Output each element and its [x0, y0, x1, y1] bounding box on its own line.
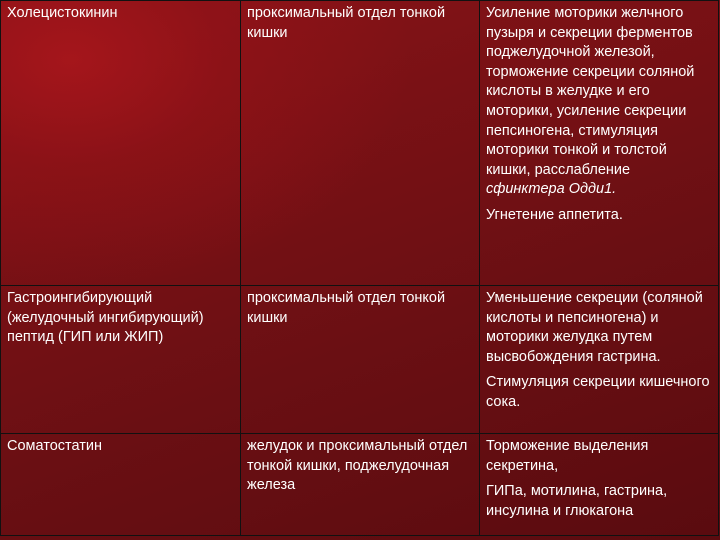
- site-cell: [241, 1, 480, 286]
- effect-italic: сфинктера Одди1.: [486, 181, 617, 198]
- effect-main: Торможение выделения секретина,: [486, 438, 649, 474]
- hormone-name: Гастроингибирующий (желудочный ингибирующий) пептид (ГИП или ЖИП): [7, 290, 204, 346]
- site-cell: [241, 434, 480, 536]
- effect-cell: [480, 434, 719, 536]
- effect-main: Усиление моторики желчного пузыря и секреции ферментов поджелудочной железой, торможение секреции соляной кислоты в желудке и его моторики, усиление секреции пепсиногена, стимуляция моторики тонкой и толстой кишки, расслабление: [486, 5, 695, 178]
- effect-extra: ГИПа, мотилина, гастрина, инсулина и глюкагона: [486, 483, 668, 519]
- effect-extra: Угнетение аппетита.: [486, 206, 623, 223]
- table-row: [1, 1, 719, 286]
- hormone-name: Холецистокинин: [7, 5, 118, 21]
- table-row: [1, 286, 719, 434]
- hormone-cell: [1, 286, 241, 434]
- secretion-site: проксимальный отдел тонкой кишки: [247, 5, 446, 41]
- hormone-cell: [1, 434, 241, 536]
- effect-cell: [480, 286, 719, 434]
- hormone-name: Соматостатин: [7, 438, 103, 454]
- secretion-site: желудок и проксимальный отдел тонкой кишки, поджелудочная железа: [247, 438, 468, 494]
- site-cell: [241, 286, 480, 434]
- effect-text: [486, 4, 712, 200]
- secretion-site: проксимальный отдел тонкой кишки: [247, 290, 446, 326]
- effect-extra: Стимуляция секреции кишечного сока.: [486, 374, 710, 410]
- effect-main: Уменьшение секреции (соляной кислоты и пепсиногена) и моторики желудка путем высвобождения гастрина.: [486, 290, 703, 365]
- effect-cell: [480, 1, 719, 286]
- hormone-cell: [1, 1, 241, 286]
- table-row: [1, 434, 719, 536]
